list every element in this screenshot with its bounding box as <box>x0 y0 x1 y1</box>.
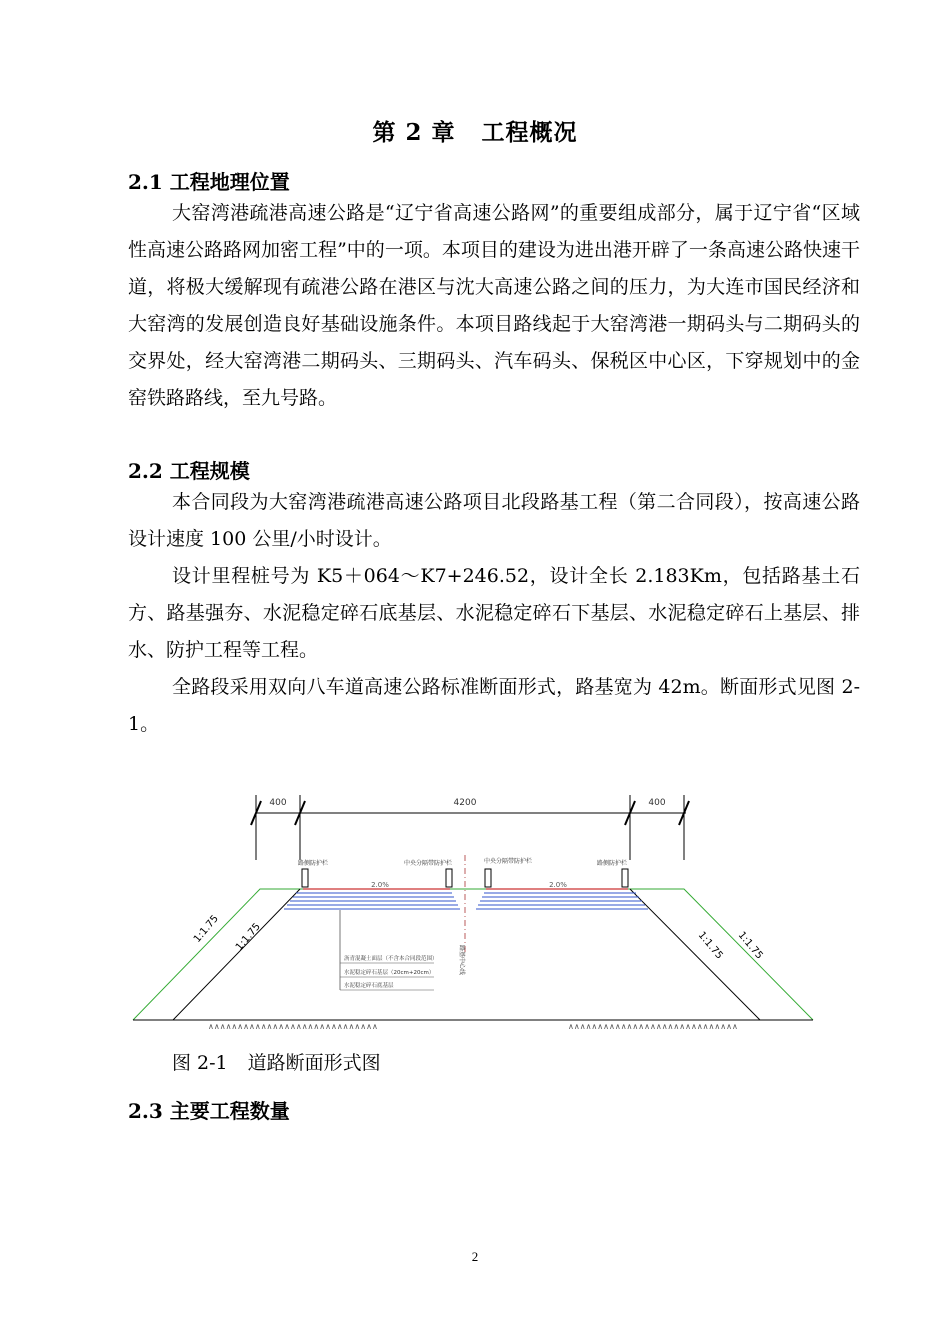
chapter-number: 第 2 章 <box>372 119 456 146</box>
centerline-label: 路基中心线 <box>458 945 465 976</box>
figure-caption <box>172 1048 381 1075</box>
dimension-label: 400 <box>269 798 287 808</box>
barrier <box>485 869 491 887</box>
right-carriageway <box>476 869 648 909</box>
section-heading-2-2: 2.2 工程规模 <box>128 459 250 483</box>
embankment-slope <box>630 889 760 1020</box>
slope-label: 1:1.75 <box>233 921 263 953</box>
barrier <box>622 869 628 887</box>
section-heading-2-3: 2.3 主要工程数量 <box>128 1099 290 1123</box>
barrier <box>446 869 452 887</box>
crossfall-label: 2.0% <box>371 881 389 889</box>
crossfall-label: 2.0% <box>549 881 567 889</box>
paragraph-2-2-3: 全路段采用双向八车道高速公路标准断面形式，路基宽为 42m。断面形式见图 2-1。 <box>128 676 860 735</box>
ground-hatch-left: ∧∧∧∧∧∧∧∧∧∧∧∧∧∧∧∧∧∧∧∧∧∧∧∧∧∧∧∧∧ <box>208 1022 378 1030</box>
left-carriageway <box>284 869 460 909</box>
legend-item: 沥青混凝土面层（不含本合同段范围） <box>344 956 438 962</box>
slope-label: 1:1.75 <box>695 929 725 962</box>
section-heading-2-1: 2.1 工程地理位置 <box>128 170 290 194</box>
road-cross-section-figure <box>128 785 818 1030</box>
dimension-label: 400 <box>648 798 666 808</box>
figure-title: 道路断面形式图 <box>247 1052 381 1074</box>
legend-item: 水泥稳定碎石底基层 <box>344 983 394 989</box>
embankment-slope <box>173 889 300 1020</box>
slope-label: 1:1.75 <box>191 913 221 945</box>
barrier-label: 中央分隔带防护栏 <box>483 858 533 865</box>
paragraph-2-2-1: 本合同段为大窑湾港疏港高速公路项目北段路基工程（第二合同段），按高速公路设计速度 100 公里/小时设计。 <box>128 491 860 550</box>
paragraph-2-1-1: 大窑湾港疏港高速公路是“辽宁省高速公路网”的重要组成部分，属于辽宁省“区域性高速公路路网加密工程”中的一项。本项目的建设为进出港开辟了一条高速公路快速干道，将极大缓解现有疏港公路在港区与沈大高速公路之间的压力，为大连市国民经济和大窑湾的发展创造良好基础设施条件。本项目路线起于大窑湾港一期码头与二期码头的交界处，经大窑湾港二期码头、三期码头、汽车码头、保税区中心区，下穿规划中的金窑铁路路线，至九号路。 <box>128 202 860 409</box>
barrier-label: 路侧防护栏 <box>596 860 628 867</box>
chapter-title <box>0 114 950 147</box>
chapter-name: 工程概况 <box>481 119 578 146</box>
ground-hatch-right: ∧∧∧∧∧∧∧∧∧∧∧∧∧∧∧∧∧∧∧∧∧∧∧∧∧∧∧∧∧ <box>568 1022 738 1030</box>
page-number: 2 <box>471 1249 479 1264</box>
figure-number: 图 2-1 <box>172 1052 228 1074</box>
paragraph-2-2-2: 设计里程桩号为 K5＋064～K7+246.52，设计全长 2.183Km，包括路基土石方、路基强夯、水泥稳定碎石底基层、水泥稳定碎石下基层、水泥稳定碎石上基层、排水、防护工程等工程。 <box>128 565 860 661</box>
legend-item: 水泥稳定碎石基层（20cm+20cm） <box>344 970 435 976</box>
barrier-label: 中央分隔带防护栏 <box>403 860 453 867</box>
dimension-label: 4200 <box>453 798 477 808</box>
barrier-label: 路侧防护栏 <box>297 860 329 867</box>
slope-label: 1:1.75 <box>735 929 765 962</box>
barrier <box>302 869 308 887</box>
